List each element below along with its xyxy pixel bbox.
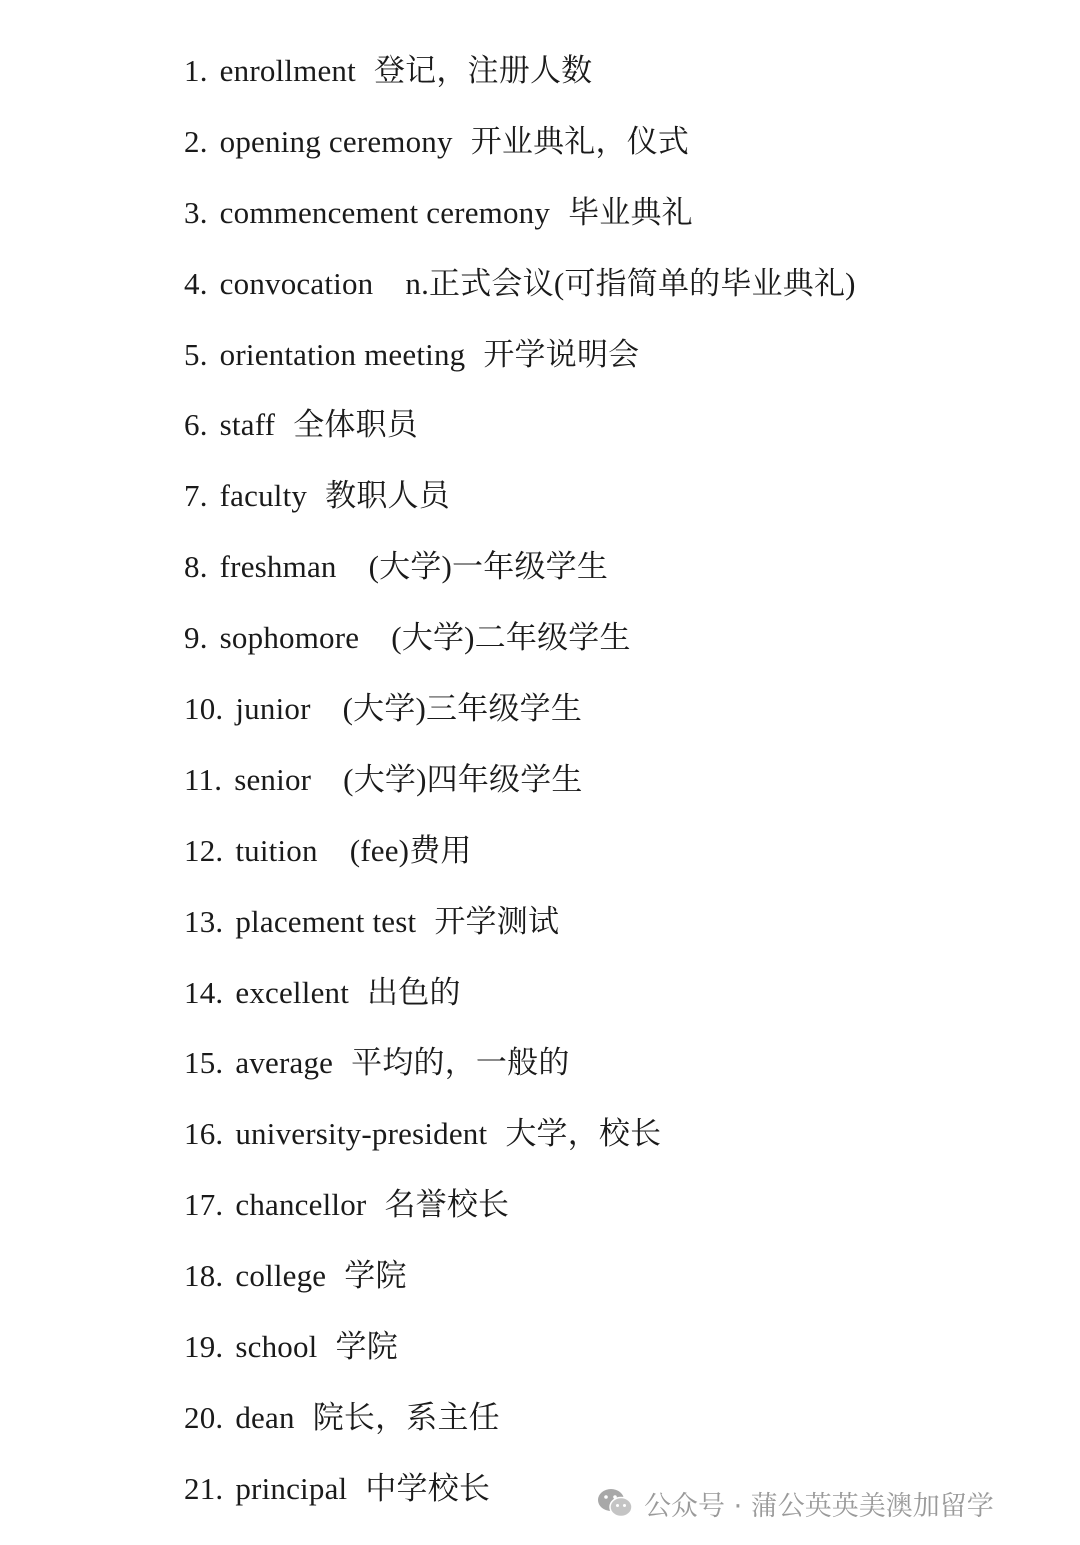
- item-term: dean: [235, 1399, 295, 1435]
- item-term: freshman: [219, 549, 337, 585]
- item-meaning: 教职人员: [325, 478, 450, 514]
- clipped-next-line: [380, 1538, 440, 1545]
- item-term: school: [235, 1329, 318, 1365]
- item-number: 19.: [184, 1329, 224, 1365]
- item-meaning: (大学)四年级学生: [343, 761, 583, 797]
- item-number: 3.: [184, 194, 208, 230]
- item-number: 18.: [184, 1258, 224, 1294]
- item-meaning: 毕业典礼: [568, 194, 693, 230]
- vocab-item: [184, 544, 856, 615]
- item-term: staff: [219, 407, 276, 443]
- vocab-item: [184, 119, 856, 190]
- item-term: university-president: [235, 1116, 488, 1152]
- vocab-item: [184, 402, 856, 473]
- item-meaning: 登记，注册人数: [373, 53, 593, 88]
- item-term: sophomore: [219, 620, 360, 656]
- vocab-item: [184, 828, 856, 899]
- item-term: placement test: [235, 903, 417, 939]
- item-number: 11.: [184, 761, 223, 797]
- item-number: 4.: [184, 265, 208, 301]
- item-number: 16.: [184, 1116, 224, 1152]
- vocab-item: [184, 970, 856, 1041]
- item-number: 2.: [184, 123, 208, 159]
- item-term: convocation: [219, 265, 374, 301]
- item-number: 12.: [184, 832, 224, 868]
- vocab-item: [184, 1040, 856, 1111]
- vocab-item: [184, 686, 856, 757]
- item-meaning: 院长，系主任: [312, 1399, 500, 1435]
- vocab-item: [184, 332, 856, 403]
- vocab-item: [184, 899, 856, 970]
- item-meaning: 开学测试: [434, 903, 560, 939]
- item-number: 14.: [184, 974, 224, 1010]
- item-meaning: 出色的: [367, 974, 461, 1010]
- vocab-item: [184, 757, 856, 828]
- item-number: 7.: [184, 478, 208, 514]
- item-term: excellent: [235, 974, 350, 1010]
- item-term: average: [235, 1045, 334, 1081]
- item-term: junior: [235, 691, 311, 727]
- vocab-item: [184, 1182, 856, 1253]
- item-number: 8.: [184, 549, 208, 585]
- item-term: principal: [235, 1470, 348, 1506]
- item-meaning: (大学)一年级学生: [368, 549, 609, 585]
- vocab-item: [184, 1111, 856, 1182]
- wechat-icon: [596, 1487, 634, 1519]
- item-meaning: (大学)三年级学生: [342, 691, 583, 727]
- item-number: 1.: [184, 53, 208, 88]
- item-meaning: (大学)二年级学生: [391, 620, 631, 656]
- item-number: 5.: [184, 336, 208, 372]
- item-meaning: (fee)费用: [349, 832, 472, 868]
- vocab-item: [184, 1253, 856, 1324]
- item-number: 21.: [184, 1470, 224, 1506]
- vocab-item: [184, 1324, 856, 1395]
- item-meaning: 全体职员: [293, 407, 418, 443]
- item-meaning: 学院: [344, 1258, 407, 1294]
- item-meaning: n.正式会议(可指简单的毕业典礼): [405, 265, 856, 301]
- item-meaning: 学院: [335, 1329, 398, 1365]
- item-meaning: 开业典礼，仪式: [470, 123, 690, 159]
- vocab-item: [184, 615, 856, 686]
- item-term: senior: [234, 761, 312, 797]
- watermark: [596, 1482, 994, 1524]
- vocab-item: [184, 190, 856, 261]
- item-term: chancellor: [235, 1187, 367, 1223]
- vocab-item: [184, 261, 856, 332]
- item-term: commencement ceremony: [219, 194, 551, 230]
- item-meaning: 平均的，一般的: [351, 1045, 570, 1081]
- item-number: 9.: [184, 620, 208, 656]
- item-number: 15.: [184, 1045, 224, 1081]
- item-term: orientation meeting: [219, 336, 466, 372]
- watermark-text: 公众号 · 蒲公英英美澳加留学: [644, 1490, 994, 1522]
- vocabulary-list: [184, 48, 856, 1537]
- vocab-item: [184, 1395, 856, 1466]
- item-meaning: 名誉校长: [384, 1187, 510, 1223]
- item-term: enrollment: [219, 53, 356, 88]
- item-number: 20.: [184, 1399, 224, 1435]
- item-number: 17.: [184, 1187, 224, 1223]
- item-number: 13.: [184, 903, 224, 939]
- vocab-item: [184, 473, 856, 544]
- item-number: 6.: [184, 407, 208, 443]
- item-number: 10.: [184, 691, 224, 727]
- vocab-item: [184, 48, 856, 119]
- item-term: college: [235, 1258, 327, 1294]
- item-term: faculty: [219, 478, 308, 514]
- item-meaning: 大学，校长: [505, 1116, 662, 1152]
- item-term: tuition: [235, 832, 318, 868]
- item-meaning: 开学说明会: [483, 336, 640, 372]
- item-term: opening ceremony: [219, 123, 453, 159]
- item-meaning: 中学校长: [365, 1470, 491, 1506]
